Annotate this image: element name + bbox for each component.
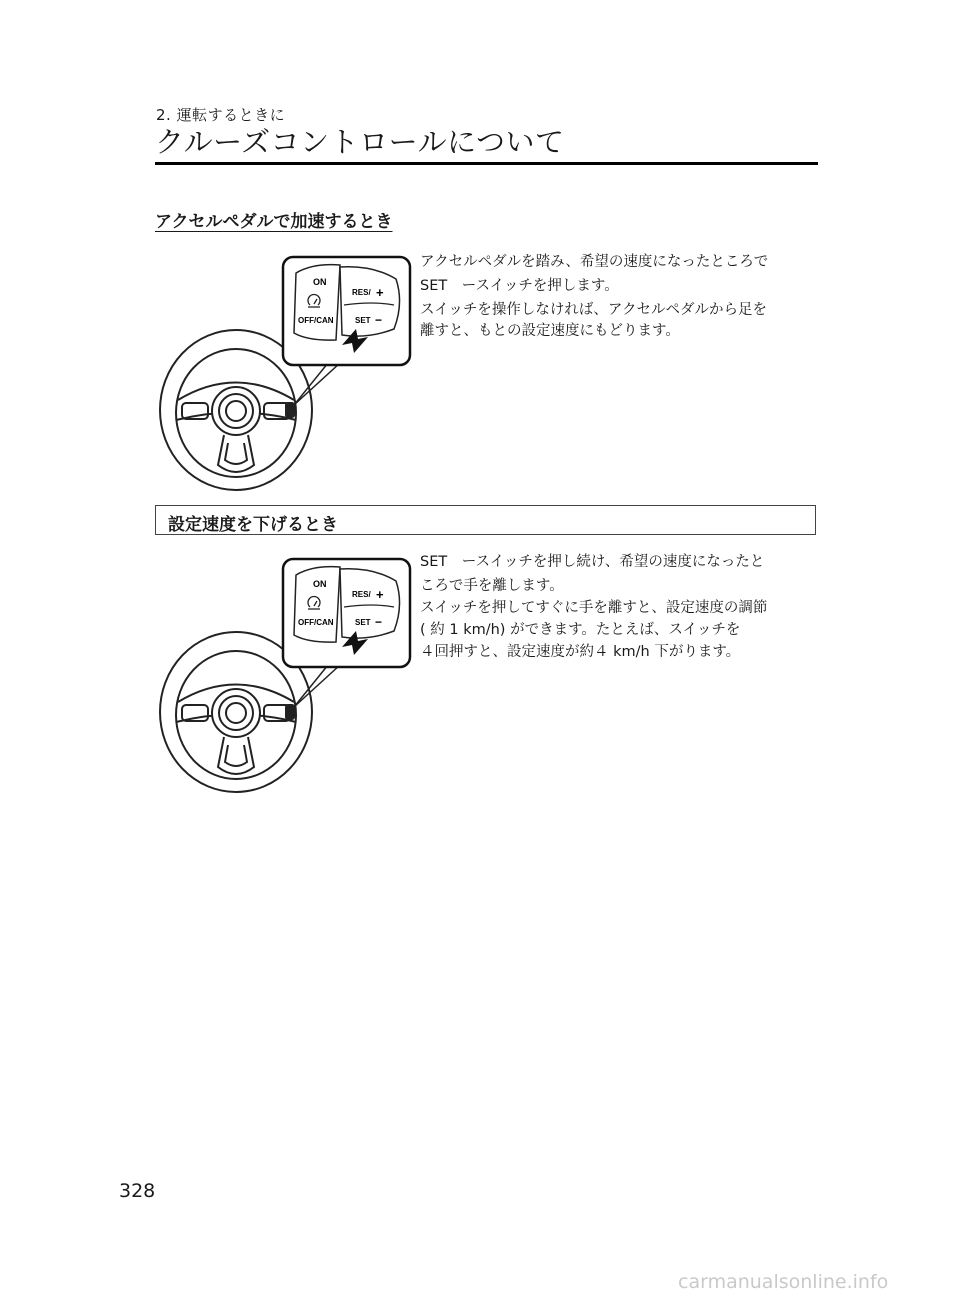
section1-line-1: アクセルペダルを踏み、希望の速度になったところで — [420, 254, 769, 270]
watermark: carmanualsonline.info — [678, 1271, 889, 1293]
steering-wheel-illustration-decelerate — [158, 557, 413, 797]
page-number: 328 — [119, 1180, 156, 1202]
section-heading-box-decelerate — [155, 505, 816, 535]
section-heading-accelerate: アクセルペダルで加速するとき — [155, 212, 393, 232]
switch-label-plus: + — [376, 587, 384, 602]
title-rule — [155, 162, 818, 165]
section2-line-4: ( 約 1 km/h) ができます。たとえば、スイッチを — [420, 622, 741, 638]
section2-line-1: SET ースイッチを押し続け、希望の速度になったと — [420, 554, 765, 570]
switch-label-off-can: OFF/CAN — [298, 618, 334, 627]
page-title: クルーズコントロールについて — [155, 125, 565, 159]
switch-label-on: ON — [313, 277, 327, 287]
section1-line-4: 離すと、もとの設定速度にもどります。 — [420, 323, 680, 339]
section2-line-5: ４回押すと、設定速度が約４ km/h 下がります。 — [420, 644, 741, 660]
chapter-label: 2. 運転するときに — [156, 106, 286, 124]
section2-line-3: スイッチを押してすぐに手を離すと、設定速度の調節 — [420, 600, 768, 616]
steering-wheel-illustration-accelerate — [158, 255, 413, 495]
switch-label-minus: − — [375, 313, 383, 327]
switch-label-res: RES/ — [352, 590, 371, 599]
switch-label-on: ON — [313, 579, 327, 589]
switch-label-plus: + — [376, 285, 384, 300]
switch-label-minus: − — [375, 615, 383, 629]
section1-line-3: スイッチを操作しなければ、アクセルペダルから足を — [420, 302, 767, 318]
switch-label-set: SET — [355, 316, 371, 325]
switch-label-res: RES/ — [352, 288, 371, 297]
switch-label-off-can: OFF/CAN — [298, 316, 334, 325]
section2-line-2: ころで手を離します。 — [420, 578, 564, 594]
section1-line-2: SET ースイッチを押します。 — [420, 278, 619, 294]
section-heading-decelerate: 設定速度を下げるとき — [168, 515, 338, 535]
switch-label-set: SET — [355, 618, 371, 627]
